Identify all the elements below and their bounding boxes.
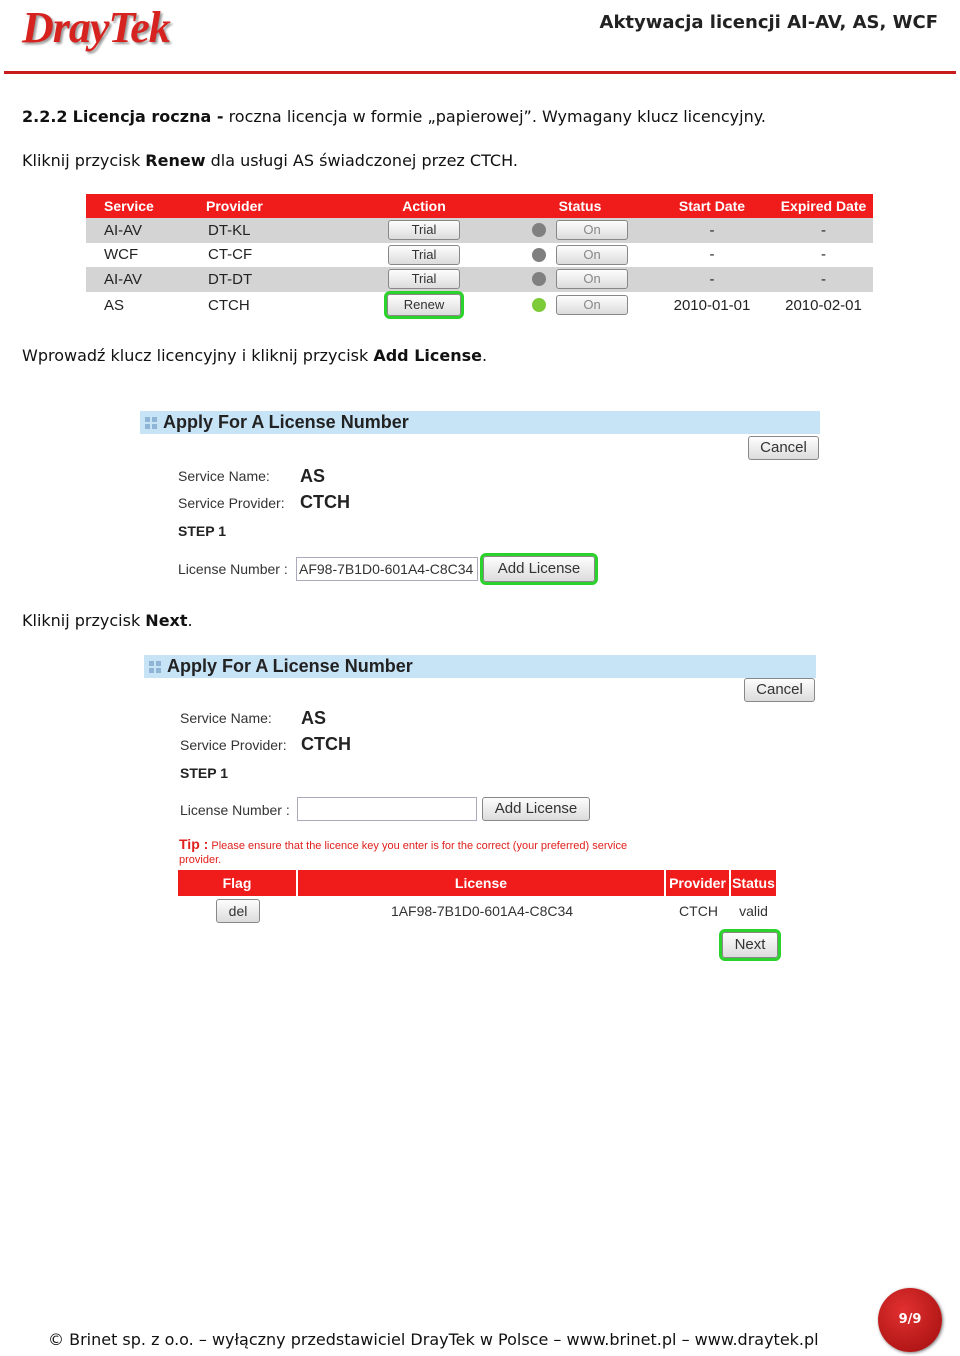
trial-button[interactable]: Trial (388, 220, 460, 240)
instruction-next (22, 611, 193, 630)
trial-button[interactable]: Trial (388, 245, 460, 265)
header-divider (4, 71, 956, 74)
tip-text: Please ensure that the licence key you enter is for the correct (your preferred) service provider. (179, 840, 628, 866)
section-heading (22, 107, 766, 126)
service-provider-value: CTCH (300, 492, 350, 512)
instruction-keyword: Renew (145, 151, 206, 170)
service-name-label: Service Name: (178, 468, 270, 484)
status-active-icon (532, 298, 546, 312)
table-row (86, 292, 873, 319)
step-label: STEP 1 (180, 765, 228, 781)
cell-service: AI-AV (104, 270, 143, 288)
apply-license-panel-step2 (144, 655, 816, 865)
instruction-text: . (481, 346, 488, 365)
license-table-header (178, 870, 780, 896)
tip-label: Tip : (179, 836, 209, 852)
status-indicator-icon (532, 223, 546, 237)
grid-icon (149, 661, 161, 673)
service-provider-label: Service Provider: (180, 737, 287, 753)
cell-expired-date: 2010-02-01 (785, 296, 862, 314)
cell-start-date: - (709, 221, 715, 239)
services-table (86, 194, 873, 319)
panel-title: Apply For A License Number (163, 412, 409, 432)
apply-license-panel-step1 (140, 411, 820, 591)
col-status: Status (558, 198, 602, 214)
trial-button[interactable]: Trial (388, 269, 460, 289)
instruction-text: . (187, 611, 193, 630)
instruction-text: Kliknij przycisk (22, 151, 146, 170)
col-start-date: Start Date (678, 198, 746, 214)
cell-start-date: - (709, 246, 715, 264)
services-table-header (86, 194, 873, 218)
instruction-keyword: Next (145, 611, 188, 630)
grid-icon (145, 417, 157, 429)
instruction-text: Kliknij przycisk (22, 611, 146, 630)
cell-provider: DT-KL (208, 221, 251, 239)
instruction-add-license (22, 346, 487, 365)
tip-message (179, 837, 649, 867)
license-number-input[interactable] (297, 797, 477, 821)
on-button[interactable]: On (556, 295, 628, 315)
cancel-button[interactable]: Cancel (748, 436, 819, 460)
license-table (178, 870, 780, 926)
license-number-input[interactable]: AF98-7B1D0-601A4-C8C34 (296, 557, 478, 581)
add-license-button[interactable]: Add License (483, 556, 595, 582)
page-number-badge: 9/9 (878, 1288, 942, 1352)
col-license: License (298, 870, 664, 896)
instruction-text: dla usługi AS świadczonej przez CTCH. (205, 151, 518, 170)
service-name-value: AS (301, 708, 327, 728)
cell-provider: DT-DT (208, 270, 253, 288)
table-row (86, 267, 873, 292)
add-license-button[interactable]: Add License (482, 797, 590, 821)
document-title: Aktywacja licencji AI-AV, AS, WCF (599, 12, 938, 33)
cell-start-date: 2010-01-01 (673, 296, 751, 314)
col-service: Service (104, 198, 154, 214)
status-indicator-icon (532, 272, 546, 286)
service-name-value: AS (300, 466, 326, 486)
del-button[interactable]: del (216, 899, 260, 923)
service-provider-value: CTCH (301, 734, 351, 754)
cell-status: valid (739, 903, 768, 919)
col-provider: Provider (206, 198, 263, 214)
section-heading-text: roczna licencja w formie „papierowej”. Wymagany klucz licencyjny. (223, 107, 766, 126)
on-button[interactable]: On (556, 245, 628, 265)
table-row (86, 218, 873, 243)
status-indicator-icon (532, 248, 546, 262)
license-number-label: License Number : (180, 802, 290, 818)
next-button[interactable]: Next (722, 932, 778, 958)
cell-start-date: - (709, 270, 715, 288)
panel-title-bar (144, 655, 816, 678)
cell-expired-date: - (821, 246, 826, 264)
instruction-keyword: Add License (373, 346, 482, 365)
section-heading-bold: Licencja roczna - (72, 107, 224, 126)
table-row (178, 896, 780, 926)
license-number-label: License Number : (178, 561, 288, 577)
on-button[interactable]: On (556, 269, 628, 289)
cell-expired-date: - (821, 221, 826, 239)
step-label: STEP 1 (178, 523, 226, 539)
instruction-renew (22, 151, 518, 170)
cell-service: AS (104, 296, 125, 314)
draytek-logo: DrayTek (22, 3, 170, 52)
footer-text: © Brinet sp. z o.o. – wyłączny przedstawiciel DrayTek w Polsce – www.brinet.pl – www.draytek.pl (48, 1330, 819, 1349)
cell-provider: CTCH (679, 903, 718, 919)
panel-title: Apply For A License Number (167, 656, 413, 676)
on-button[interactable]: On (556, 220, 628, 240)
col-provider: Provider (666, 870, 729, 896)
col-flag: Flag (178, 870, 296, 896)
instruction-text: Wprowadź klucz licencyjny i kliknij przycisk (22, 346, 374, 365)
renew-button[interactable]: Renew (387, 294, 461, 316)
cell-license: 1AF98-7B1D0-601A4-C8C34 (390, 903, 574, 919)
service-name-label: Service Name: (180, 710, 272, 726)
section-number: 2.2.2 (22, 107, 68, 126)
cancel-button[interactable]: Cancel (744, 678, 815, 702)
col-status: Status (731, 870, 776, 896)
col-expired-date: Expired Date (780, 198, 867, 214)
cell-expired-date: - (821, 270, 826, 288)
cell-service: WCF (104, 246, 139, 264)
cell-provider: CT-CF (208, 246, 253, 264)
cell-service: AI-AV (104, 221, 143, 239)
cell-provider: CTCH (208, 296, 250, 314)
service-provider-label: Service Provider: (178, 495, 285, 511)
panel-title-bar (140, 411, 820, 434)
col-action: Action (402, 198, 446, 214)
table-row (86, 243, 873, 268)
